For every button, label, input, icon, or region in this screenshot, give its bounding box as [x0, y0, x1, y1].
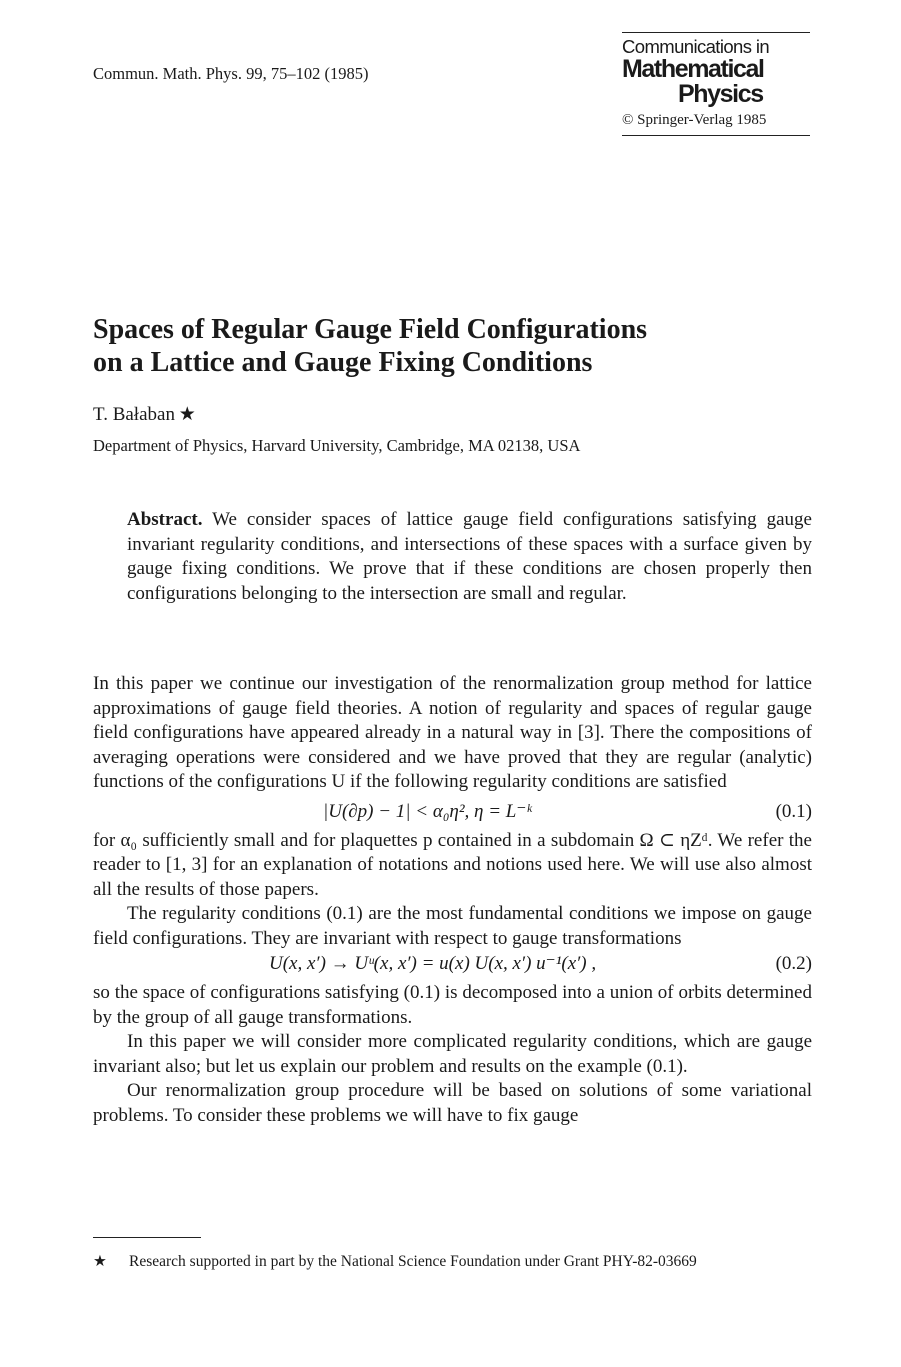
paragraph-3: The regularity conditions (0.1) are the most fundamental conditions we impose on gauge field configurations. They are invariant with respect to gauge transformations	[93, 903, 812, 949]
equation-0-1-number: (0.1)	[775, 800, 812, 822]
journal-citation: Commun. Math. Phys. 99, 75–102 (1985)	[93, 64, 369, 83]
journal-name-line1: Communications in	[622, 36, 770, 57]
footnote-marker: ★	[93, 1253, 107, 1270]
journal-logo	[622, 32, 810, 136]
equation-0-2	[93, 951, 812, 981]
paragraph-6: Our renormalization group procedure will be based on solutions of some variational problems. To consider these problems we will have to fix gauge	[93, 1080, 812, 1126]
footnote-divider	[93, 1237, 201, 1238]
paragraph-2: for α₀ sufficiently small and for plaquettes p contained in a subdomain Ω ⊂ ηZᵈ. We refer the reader to [1, 3] for an explanation of notations and notions used here. We will use also almost all the results of those papers.	[93, 829, 812, 900]
paper-title	[93, 313, 813, 379]
author-affiliation: Department of Physics, Harvard University, Cambridge, MA 02138, USA	[93, 436, 581, 455]
journal-name-line3: Physics	[678, 80, 763, 108]
footnote	[93, 1252, 812, 1271]
paragraph-5: In this paper we will consider more complicated regularity conditions, which are gauge invariant also; but let us explain our problem and results on the example (0.1).	[93, 1031, 812, 1077]
title-line2: on a Lattice and Gauge Fixing Conditions	[93, 347, 593, 378]
equation-0-2-formula: U(x, x′) → Uᵘ(x, x′) = u(x) U(x, x′) u⁻¹(x′) ,	[269, 953, 597, 974]
abstract-text: We consider spaces of lattice gauge field configurations satisfying gauge invariant regularity conditions, and intersections of these spaces with a surface given by gauge fixing conditions. We prove that if these conditions are chosen properly then configurations belonging to the intersection are small and regular.	[127, 509, 812, 604]
equation-0-2-number: (0.2)	[775, 953, 812, 974]
equation-0-1	[93, 795, 812, 829]
equation-0-1-formula: |U(∂p) − 1| < α₀η², η = L⁻ᵏ	[323, 800, 532, 822]
author-name: T. Bałaban ★	[93, 404, 196, 425]
body-text	[93, 672, 812, 1128]
journal-name-line2: Mathematical	[622, 55, 764, 83]
abstract	[127, 508, 812, 606]
paragraph-4: so the space of configurations satisfying (0.1) is decomposed into a union of orbits determined by the group of all gauge transformations.	[93, 982, 812, 1028]
copyright-notice: © Springer-Verlag 1985	[622, 112, 767, 128]
footnote-text: Research supported in part by the National Science Foundation under Grant PHY-82-03669	[129, 1253, 697, 1270]
title-line1: Spaces of Regular Gauge Field Configurations	[93, 314, 648, 345]
abstract-label: Abstract.	[127, 509, 203, 530]
paragraph-1: In this paper we continue our investigation of the renormalization group method for lattice approximations of gauge field theories. A notion of regularity and spaces of regular gauge field configurations have appeared already in a natural way in [3]. There the compositions of averaging operations were considered and we have proved that they are regular (analytic) functions of the configurations U if the following regularity conditions are satisfied	[93, 673, 812, 792]
